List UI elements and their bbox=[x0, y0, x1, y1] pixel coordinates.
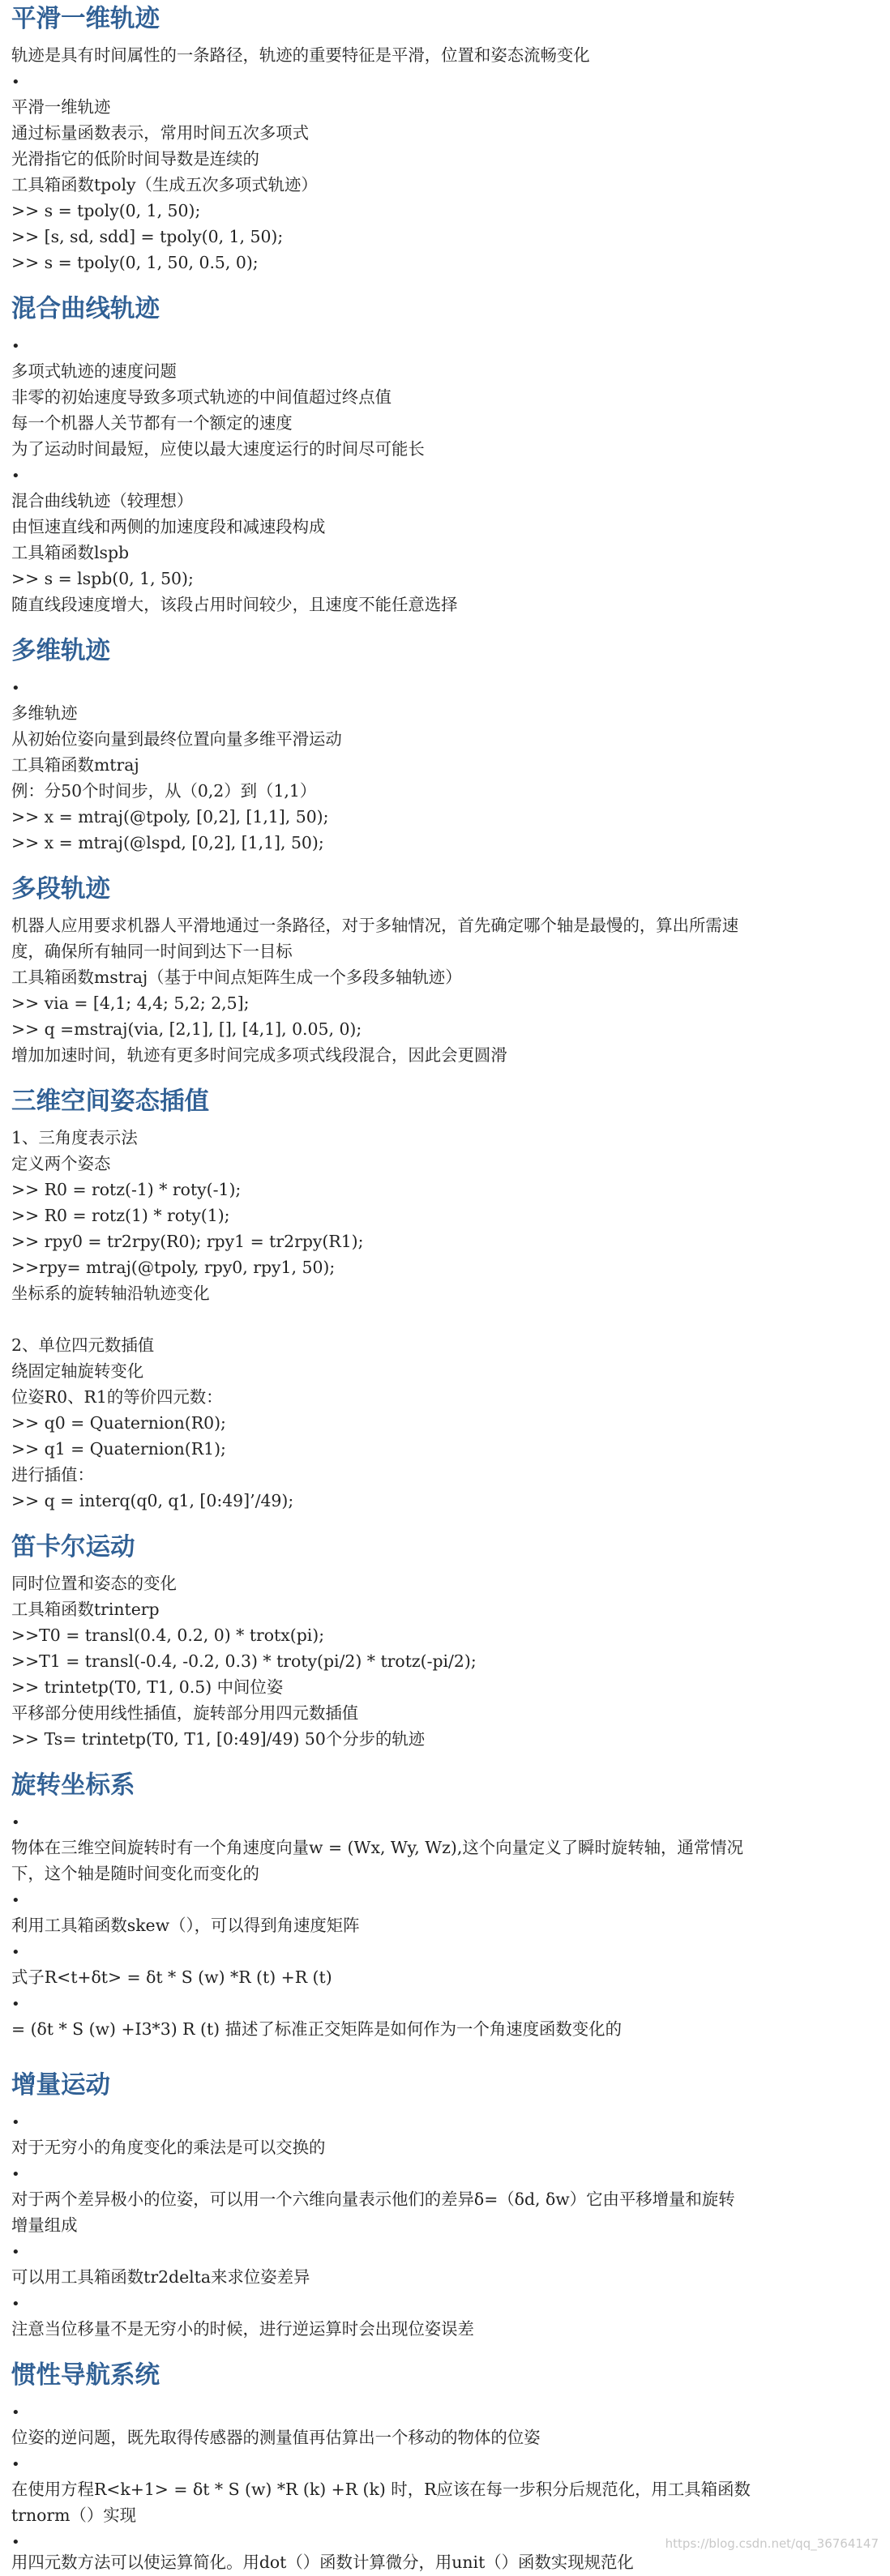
text-line: 非零的初始速度导致多项式轨迹的中间值超过终点值 bbox=[11, 387, 392, 407]
text-line: 多维轨迹 bbox=[11, 703, 78, 723]
bullet-marker bbox=[11, 69, 20, 95]
section-heading: 多维轨迹 bbox=[11, 637, 110, 665]
text-line: 注意当位移量不是无穷小的时候，进行逆运算时会出现位姿误差 bbox=[11, 2319, 474, 2339]
bullet-marker bbox=[11, 1809, 20, 1835]
section-heading: 多段轨迹 bbox=[11, 875, 110, 904]
section-heading: 混合曲线轨迹 bbox=[11, 295, 160, 323]
bullet-marker bbox=[11, 1887, 20, 1913]
text-line: 工具箱函数mtraj bbox=[11, 755, 139, 775]
text-line: 机器人应用要求机器人平滑地通过一条路径，对于多轴情况，首先确定哪个轴是最慢的，算出所需速 bbox=[11, 916, 739, 935]
text-line: 绕固定轴旋转变化 bbox=[11, 1361, 144, 1381]
bullet-marker bbox=[11, 333, 20, 359]
text-line: 轨迹是具有时间属性的一条路径，轨迹的重要特征是平滑，位置和姿态流畅变化 bbox=[11, 45, 590, 65]
text-line: 进行插值： bbox=[11, 1465, 94, 1485]
text-line: 随直线段速度增大，该段占用时间较少，且速度不能任意选择 bbox=[11, 595, 458, 614]
text-line: >> x = mtraj(@lspd, [0,2], [1,1], 50); bbox=[11, 833, 324, 852]
bullet-marker bbox=[11, 2291, 20, 2317]
text-line: 下，这个轴是随时间变化而变化的 bbox=[11, 1864, 259, 1883]
bullet-marker bbox=[11, 463, 20, 489]
text-line: >> [s, sd, sdd] = tpoly(0, 1, 50); bbox=[11, 227, 284, 246]
text-line: 多项式轨迹的速度问题 bbox=[11, 361, 177, 381]
text-line: >> q0 = Quaternion(R0); bbox=[11, 1413, 226, 1433]
text-line: 坐标系的旋转轴沿轨迹变化 bbox=[11, 1284, 210, 1303]
text-line: 增量组成 bbox=[11, 2215, 78, 2235]
text-line: >> q1 = Quaternion(R1); bbox=[11, 1439, 226, 1459]
text-line: 定义两个姿态 bbox=[11, 1154, 111, 1173]
text-line: 由恒速直线和两侧的加速度段和减速段构成 bbox=[11, 517, 326, 536]
text-line: 例：分50个时间步，从（0,2）到（1,1） bbox=[11, 781, 317, 801]
text-line: = (δt * S (w) +I3*3) R (t) 描述了标准正交矩阵是如何作为一个角速度函数变化的 bbox=[11, 2019, 622, 2039]
text-line: 每一个机器人关节都有一个额定的速度 bbox=[11, 413, 293, 433]
text-line: >> s = tpoly(0, 1, 50, 0.5, 0); bbox=[11, 253, 259, 272]
text-line: 式子R<t+δt> = δt * S (w) *R (t) +R (t) bbox=[11, 1967, 332, 1987]
text-line: >> Ts= trintetp(T0, T1, [0:49]/49) 50个分步的轨迹 bbox=[11, 1729, 426, 1749]
text-line: 光滑指它的低阶时间导数是连续的 bbox=[11, 149, 259, 169]
section-heading: 增量运动 bbox=[11, 2071, 110, 2100]
text-line: 混合曲线轨迹（较理想） bbox=[11, 491, 194, 511]
text-line: 在使用方程R<k+1> = δt * S (w) *R (k) +R (k) 时，R应该在每一步积分后规范化，用工具箱函数 bbox=[11, 2480, 751, 2499]
bullet-marker bbox=[11, 2161, 20, 2187]
text-line: 用四元数方法可以使运算简化。用dot（）函数计算微分，用unit（）函数实现规范化 bbox=[11, 2553, 634, 2572]
section-heading: 旋转坐标系 bbox=[11, 1771, 135, 1800]
text-line: >>rpy= mtraj(@tpoly, rpy0, rpy1, 50); bbox=[11, 1258, 336, 1277]
text-line: 对于两个差异极小的位姿，可以用一个六维向量表示他们的差异δ=（δd, δw）它由平移增量和旋转 bbox=[11, 2189, 735, 2209]
text-line: 平移部分使用线性插值，旋转部分用四元数插值 bbox=[11, 1703, 359, 1723]
section-heading: 三维空间姿态插值 bbox=[11, 1087, 209, 1116]
text-line: 从初始位姿向量到最终位置向量多维平滑运动 bbox=[11, 729, 342, 749]
text-line: >> trintetp(T0, T1, 0.5) 中间位姿 bbox=[11, 1677, 284, 1697]
text-line: 增加加速时间，轨迹有更多时间完成多项式线段混合，因此会更圆滑 bbox=[11, 1045, 507, 1065]
bullet-marker bbox=[11, 2399, 20, 2425]
text-line: 对于无穷小的角度变化的乘法是可以交换的 bbox=[11, 2138, 326, 2157]
text-line: 1、三角度表示法 bbox=[11, 1128, 138, 1147]
text-line: 位姿R0、R1的等价四元数： bbox=[11, 1387, 223, 1407]
text-line: 2、单位四元数插值 bbox=[11, 1335, 155, 1355]
text-line: 工具箱函数tpoly（生成五次多项式轨迹） bbox=[11, 175, 318, 194]
bullet-marker bbox=[11, 1991, 20, 2017]
text-line: >> q =mstraj(via, [2,1], [], [4,1], 0.05, 0); bbox=[11, 1019, 362, 1039]
bullet-marker bbox=[11, 2451, 20, 2477]
text-line: >> q = interq(q0, q1, [0:49]’/49); bbox=[11, 1491, 294, 1510]
text-line: 位姿的逆问题，既先取得传感器的测量值再估算出一个移动的物体的位姿 bbox=[11, 2428, 541, 2447]
text-line: 物体在三维空间旋转时有一个角速度向量w = (Wx, Wy, Wz),这个向量定义了瞬时旋转轴，通常情况 bbox=[11, 1838, 743, 1857]
text-line: >> via = [4,1; 4,4; 5,2; 2,5]; bbox=[11, 993, 250, 1013]
text-line: >> s = tpoly(0, 1, 50); bbox=[11, 201, 201, 220]
text-line: 为了运动时间最短，应使以最大速度运行的时间尽可能长 bbox=[11, 439, 425, 459]
bullet-marker bbox=[11, 2109, 20, 2135]
text-line: 工具箱函数lspb bbox=[11, 543, 130, 562]
text-line: >>T1 = transl(-0.4, -0.2, 0.3) * troty(pi/2) * trotz(-pi/2); bbox=[11, 1651, 477, 1671]
text-line: >> R0 = rotz(1) * roty(1); bbox=[11, 1206, 230, 1225]
text-line: >> x = mtraj(@tpoly, [0,2], [1,1], 50); bbox=[11, 807, 329, 827]
text-line: >>T0 = transl(0.4, 0.2, 0) * trotx(pi); bbox=[11, 1625, 325, 1645]
text-line: >> R0 = rotz(-1) * roty(-1); bbox=[11, 1180, 242, 1199]
bullet-marker bbox=[11, 1939, 20, 1965]
section-heading: 惯性导航系统 bbox=[11, 2361, 160, 2390]
text-line: >> s = lspb(0, 1, 50); bbox=[11, 569, 194, 588]
text-line: 度，确保所有轴同一时间到达下一目标 bbox=[11, 942, 293, 961]
section-heading: 平滑一维轨迹 bbox=[11, 5, 160, 33]
section-heading: 笛卡尔运动 bbox=[11, 1533, 135, 1561]
text-line: 可以用工具箱函数tr2delta来求位姿差异 bbox=[11, 2267, 310, 2287]
bullet-marker bbox=[11, 2239, 20, 2265]
text-line: 同时位置和姿态的变化 bbox=[11, 1574, 177, 1593]
text-line: 利用工具箱函数skew（），可以得到角速度矩阵 bbox=[11, 1916, 360, 1935]
bullet-marker bbox=[11, 675, 20, 701]
text-line: 工具箱函数mstraj（基于中间点矩阵生成一个多段多轴轨迹） bbox=[11, 968, 462, 987]
text-line: trnorm（）实现 bbox=[11, 2506, 136, 2525]
watermark: https://blog.csdn.net/qq_36764147 bbox=[665, 2536, 879, 2551]
text-line: >> rpy0 = tr2rpy(R0); rpy1 = tr2rpy(R1); bbox=[11, 1232, 364, 1251]
text-line: 工具箱函数trinterp bbox=[11, 1600, 160, 1619]
text-line: 平滑一维轨迹 bbox=[11, 97, 111, 117]
text-line: 通过标量函数表示，常用时间五次多项式 bbox=[11, 123, 310, 143]
